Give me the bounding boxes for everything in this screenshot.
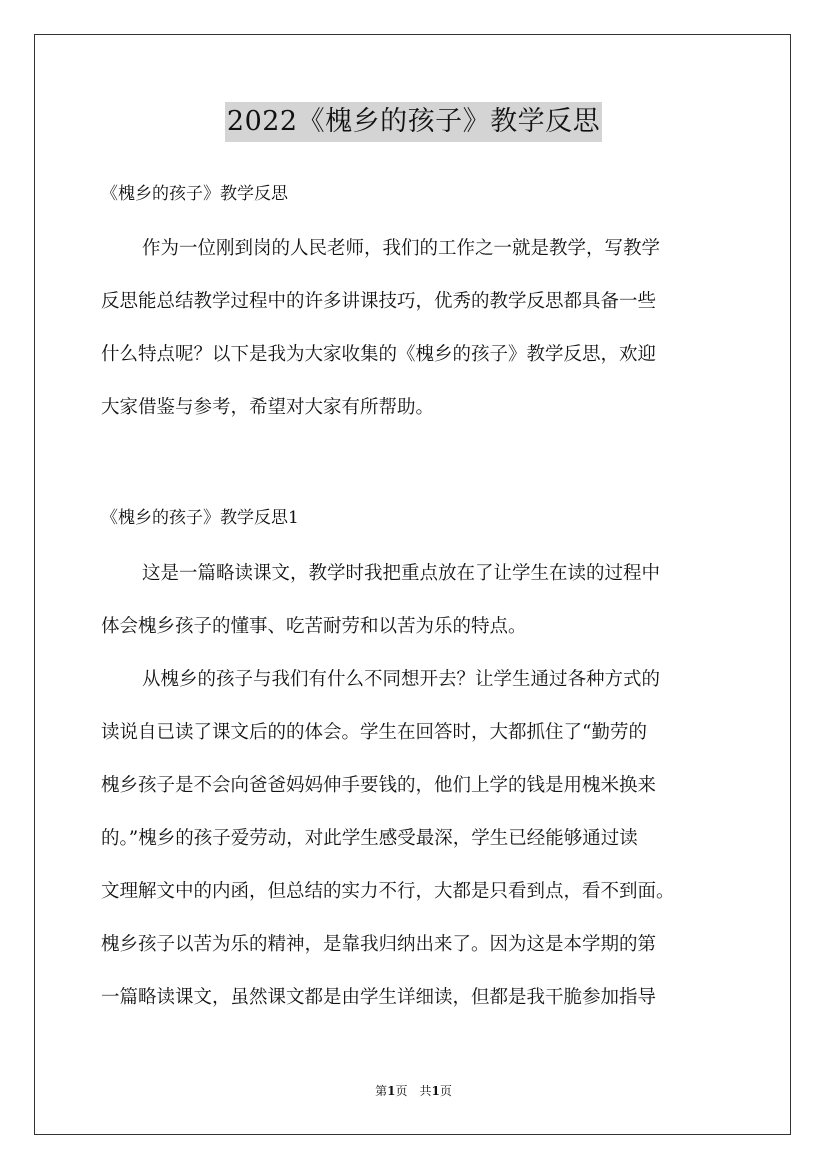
footer-page-prefix: 第	[375, 1084, 388, 1098]
para1-line-1: 这是一篇略读课文，教学时我把重点放在了让学生在读的过程中	[142, 563, 661, 584]
para2-line-6: 槐乡孩子以苦为乐的精神，是靠我归纳出来了。因为这是本学期的第	[101, 934, 657, 955]
para2-line-5: 文理解文中的内函，但总结的实力不行，大都是只看到点，看不到面。	[101, 881, 675, 902]
intro-line-3: 什么特点呢？以下是我为大家收集的《槐乡的孩子》教学反思，欢迎	[101, 344, 657, 365]
para2-line-2: 读说自已读了课文后的的体会。学生在回答时，大都抓住了“勤劳的	[101, 722, 647, 743]
intro-line-2: 反思能总结教学过程中的许多讲课技巧，优秀的教学反思都具备一些	[101, 291, 657, 312]
document-title: 2022《槐乡的孩子》教学反思	[225, 102, 602, 142]
document-subtitle: 《槐乡的孩子》教学反思	[101, 184, 288, 204]
footer-page-suffix: 页	[439, 1084, 452, 1098]
para2-line-4: 的。”槐乡的孩子爱劳动，对此学生感受最深，学生已经能够通过读	[101, 828, 638, 849]
para1-line-2: 体会槐乡孩子的懂事、吃苦耐劳和以苦为乐的特点。	[101, 616, 527, 637]
footer-page-number: 1	[387, 1084, 396, 1098]
footer-page-total: 1	[431, 1084, 440, 1098]
para2-line-3: 槐乡孩子是不会向爸爸妈妈伸手要钱的，他们上学的钱是用槐米换来	[101, 775, 657, 796]
section-heading: 《槐乡的孩子》教学反思1	[101, 508, 299, 528]
intro-line-1: 作为一位刚到岗的人民老师，我们的工作之一就是教学，写教学	[142, 238, 661, 259]
page-footer	[0, 1083, 827, 1099]
footer-page-mid: 页 共	[395, 1084, 432, 1098]
para2-line-1: 从槐乡的孩子与我们有什么不同想开去？让学生通过各种方式的	[142, 669, 661, 690]
para2-line-7: 一篇略读课文，虽然课文都是由学生详细读，但都是我干脆参加指导	[101, 987, 657, 1008]
title-container	[0, 102, 827, 142]
intro-line-4: 大家借鉴与参考，希望对大家有所帮助。	[101, 397, 435, 418]
